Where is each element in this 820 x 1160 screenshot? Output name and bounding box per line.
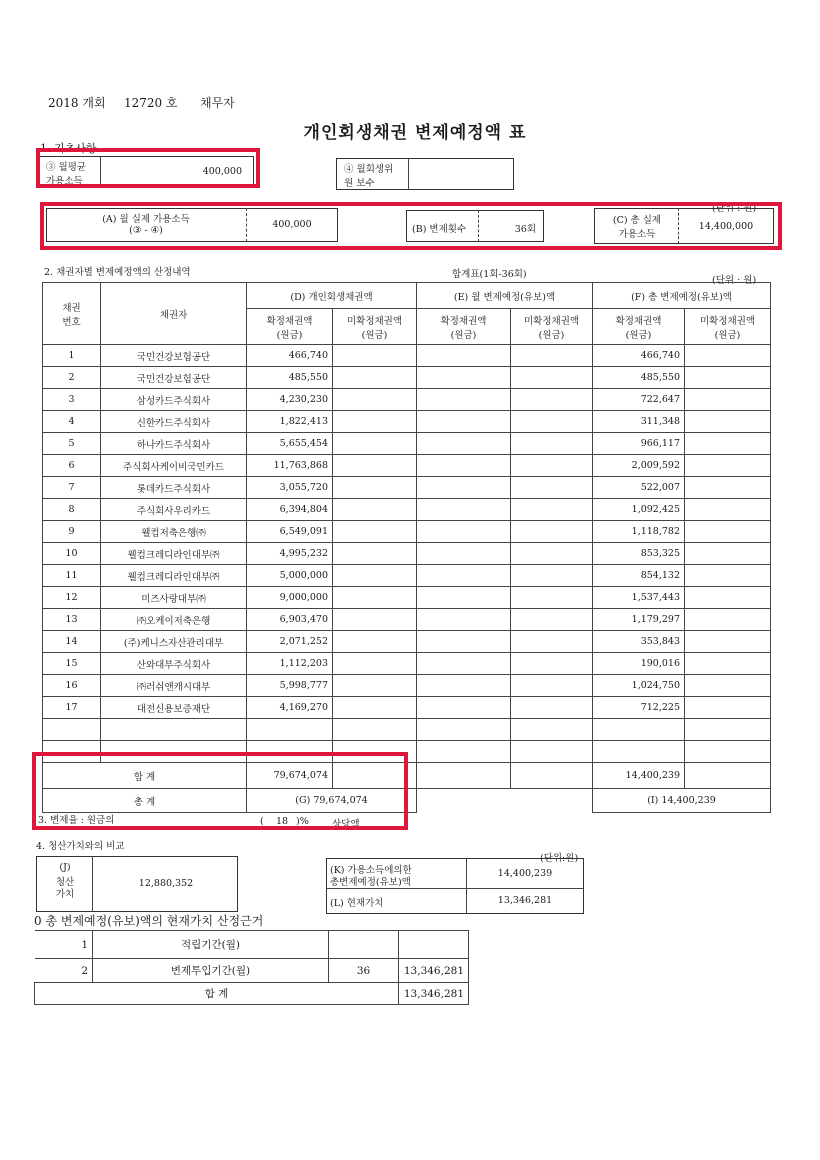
basis-table: [34, 930, 469, 1005]
actual-income-label-2: (③ - ④): [129, 225, 163, 236]
payment-count-value: 36회: [514, 224, 536, 235]
debtor-label: 채무자: [200, 96, 235, 110]
section1-heading: 1. 기초사항: [40, 142, 97, 155]
table-row: 13 ㈜오케이저축은행 6,903,470 1,179,297: [43, 609, 771, 631]
payment-count-label: (B) 변제횟수: [412, 224, 467, 235]
highlight-totals: [32, 752, 408, 830]
table-row: 7 롯데카드주식회사 3,055,720 522,007: [43, 477, 771, 499]
repayment-rate-label: 3. 변제율 : 원금의: [38, 815, 115, 826]
f-confirmed-header: 확정채권액 (원금): [593, 309, 685, 345]
group-f-header: (F) 총 변제예정(유보)액: [593, 283, 771, 309]
f-unconfirmed-header: 미확정채권액 (원금): [685, 309, 771, 345]
col-no-header: 채권 번호: [43, 283, 101, 345]
table-row: 5 하나카드주식회사 5,655,454 966,117: [43, 433, 771, 455]
repayment-rate-suffix: 상당액: [332, 819, 360, 830]
l-label: (L) 현재가치: [330, 898, 384, 909]
highlight-monthly-income: [36, 148, 260, 188]
case-number: 12720 호: [124, 96, 178, 110]
table-row: 10 웰컴크레디라인대부㈜ 4,995,232 853,325: [43, 543, 771, 565]
sum-row: 합 계 79,674,074 14,400,239: [43, 763, 771, 789]
highlight-income-summary: [40, 202, 782, 250]
group-e-header: (E) 월 변제예정(유보)액: [417, 283, 593, 309]
section4-unit: (단위:원): [540, 853, 579, 864]
table-row: 2 국민건강보험공단 485,550 485,550: [43, 367, 771, 389]
total-income-label-2: 가용소득: [618, 229, 656, 240]
table-row: 1 국민건강보험공단 466,740 466,740: [43, 345, 771, 367]
actual-income-value: 400,000: [272, 219, 312, 230]
e-confirmed-header: 확정채권액 (원금): [417, 309, 511, 345]
trustee-fee-label-1: ④ 월회생위: [344, 164, 394, 175]
table-row: 2 변제투입기간(월) 36 13,346,281: [35, 959, 469, 983]
section4-heading: 4. 청산가치와의 비교: [36, 841, 125, 852]
section2-heading: 2. 채권자별 변제예정액의 산정내역: [44, 267, 191, 278]
table-row: 16 ㈜러쉬앤캐시대부 5,998,777 1,024,750: [43, 675, 771, 697]
table-row: 11 웰컴크레디라인대부㈜ 5,000,000 854,132: [43, 565, 771, 587]
e-unconfirmed-header: 미확정채권액 (원금): [511, 309, 593, 345]
section2-unit: (단위 : 원): [712, 275, 757, 286]
table-row: 8 주식회사우리카드 6,394,804 1,092,425: [43, 499, 771, 521]
page-title: 개인회생채권 변제예정액 표: [303, 123, 527, 143]
table-row: 3 삼성카드주식회사 4,230,230 722,647: [43, 389, 771, 411]
monthly-income-value: 400,000: [202, 166, 242, 177]
repayment-rate-close: )%: [296, 816, 309, 827]
table-row: 1 적립기간(월): [35, 931, 469, 959]
table-row: 15 산와대부주식회사 1,112,203 190,016: [43, 653, 771, 675]
actual-income-label-1: (A) 월 실제 가용소득: [102, 214, 190, 225]
liquidation-label-2: 청산: [55, 877, 75, 888]
table-row: 9 웰컴저축은행㈜ 6,549,091 1,118,782: [43, 521, 771, 543]
l-value: 13,346,281: [497, 895, 553, 906]
monthly-income-label-1: ③ 월평균: [46, 162, 87, 173]
liquidation-label-1: (J): [59, 862, 71, 873]
creditor-table: [42, 282, 771, 813]
section1-unit: (단위 : 원): [712, 203, 757, 214]
table-row: 6 주식회사케이비국민카드 11,763,868 2,009,592: [43, 455, 771, 477]
d-unconfirmed-header: 미확정채권액 (원금): [333, 309, 417, 345]
total-income-value: 14,400,000: [698, 221, 754, 232]
basis-sum-row: 합 계 13,346,281: [35, 983, 469, 1005]
basis-heading: 0 총 변제예정(유보)액의 현재가치 산정근거: [34, 914, 264, 928]
liquidation-value: 12,880,352: [138, 878, 194, 889]
repayment-rate-open: (: [260, 816, 264, 827]
total-income-label-1: (C) 총 실제: [612, 215, 662, 226]
case-year: 2018 개회: [48, 96, 106, 110]
section2-sum-note: 합계표(1회-36회): [452, 269, 527, 280]
table-row: 14 (주)케니스자산관리대부 2,071,252 353,843: [43, 631, 771, 653]
table-row: 12 미즈사랑대부㈜ 9,000,000 1,537,443: [43, 587, 771, 609]
table-row: 17 대전신용보증재단 4,169,270 712,225: [43, 697, 771, 719]
k-value: 14,400,239: [497, 868, 553, 879]
col-creditor-header: 채권자: [101, 283, 247, 345]
d-confirmed-header: 확정채권액 (원금): [247, 309, 333, 345]
group-d-header: (D) 개인회생채권액: [247, 283, 417, 309]
monthly-income-label-2: 가용소득: [46, 176, 83, 187]
table-row-empty: [43, 719, 771, 741]
table-row: 4 신한카드주식회사 1,822,413 311,348: [43, 411, 771, 433]
total-row: 총 계 (G) 79,674,074 (I) 14,400,239: [43, 789, 771, 813]
repayment-rate-value: 18: [276, 816, 289, 827]
liquidation-label-3: 가치: [55, 889, 75, 900]
k-label-2: 총변제예정(유보)액: [330, 877, 411, 888]
k-label-1: (K) 가용소득에의한: [330, 865, 412, 876]
trustee-fee-label-2: 원 보수: [344, 178, 375, 189]
